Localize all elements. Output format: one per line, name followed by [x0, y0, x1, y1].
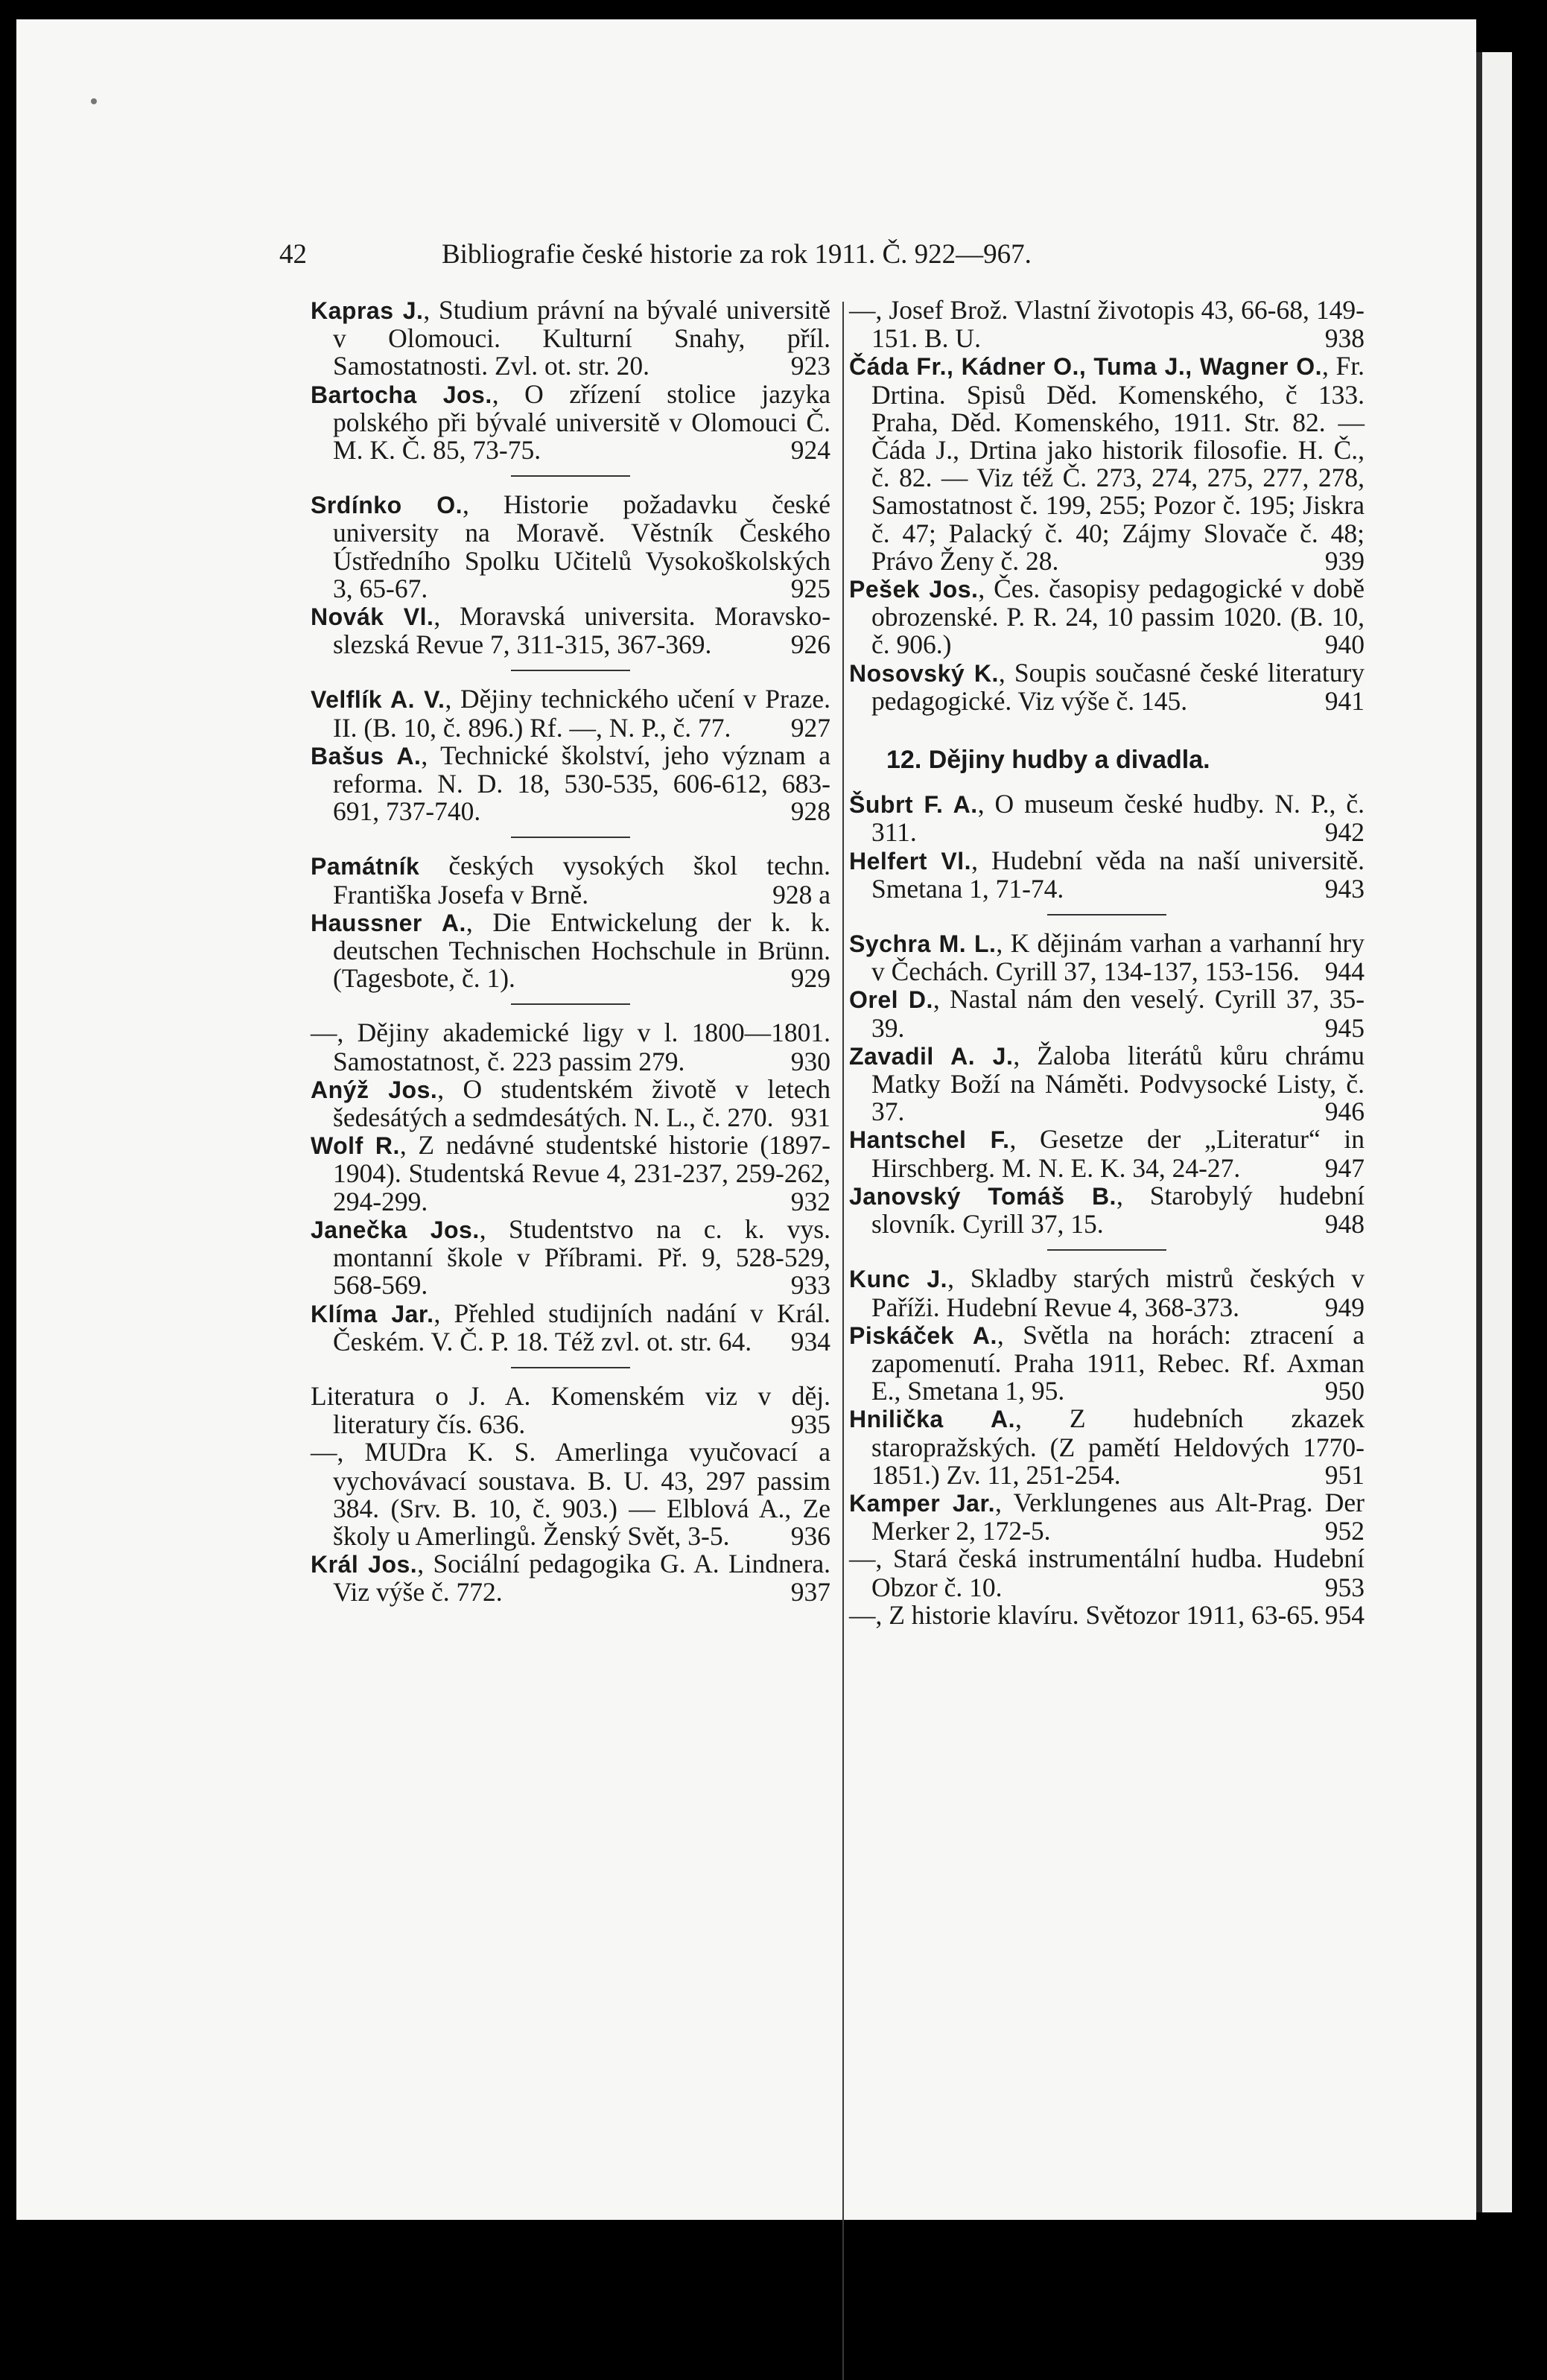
entry-text: , Starobylý hudební slovník. Cyrill 37, 15. [871, 1180, 1365, 1240]
entry-number: 936 [790, 1520, 830, 1551]
entry-text: , Die Entwickelung der k. k. deutschen Technischen Hochschule in Brünn. (Tagesbote, č. 1). [333, 907, 830, 994]
bibliography-entry [849, 790, 1365, 846]
left-column [311, 296, 830, 1607]
bibliography-entry [849, 296, 1365, 352]
bibliography-entry [311, 685, 830, 741]
entry-author: Orel D. [849, 986, 933, 1014]
separator-rule [1047, 914, 1166, 915]
bibliography-entry [311, 1550, 830, 1606]
entry-author: Šubrt F. A. [849, 791, 978, 819]
right-column [849, 296, 1365, 1630]
entry-text: , Z hudebních zkazek staropražských. (Z pamětí Heldových 1770-1851.) Zv. 11, 251-254. [871, 1403, 1365, 1490]
entry-number: 924 [790, 435, 830, 466]
entry-text: , Skladby starých mistrů českých v Paříži. Hudební Revue 4, 368-373. [871, 1263, 1365, 1322]
entry-author: Janovský Tomáš B. [849, 1182, 1116, 1210]
entry-author: Bašus A. [311, 742, 422, 769]
separator-rule [511, 1003, 630, 1005]
entry-author: Zavadil A. J. [849, 1042, 1014, 1070]
entry-author: Nosovský K. [849, 659, 999, 687]
entry-text: , Soupis současné české literatury pedagogické. Viz výše č. 145. [871, 657, 1365, 716]
entry-author: Čáda Fr., Kádner O., Tuma J., Wagner O. [849, 353, 1322, 381]
entry-number: 938 [1324, 323, 1365, 354]
entry-text: , Dějiny technického učení v Praze. II. (B. 10, č. 896.) Rf. —, N. P., č. 77. [333, 684, 830, 743]
entry-number: 932 [790, 1186, 830, 1216]
entry-author: Sychra M. L. [849, 930, 997, 958]
separator-rule [511, 475, 630, 477]
entry-number: 947 [1324, 1152, 1365, 1183]
bibliography-entry [849, 1405, 1365, 1489]
entry-author: Bartocha Jos. [311, 381, 492, 408]
running-title: Bibliografie české historie za rok 1911. Č. 922—967. [442, 239, 1032, 270]
bibliography-entry [849, 986, 1365, 1041]
entry-number: 933 [790, 1270, 830, 1301]
entry-text: , O zřízení stolice jazyka polského při bývalé universitě v Olomouci Č. M. K. Č. 85, 73-75. [333, 378, 831, 466]
page-number: 42 [279, 239, 307, 270]
entry-author: Kapras J. [311, 297, 424, 324]
entry-number: 941 [1324, 685, 1365, 716]
entry-number: 952 [1324, 1516, 1365, 1546]
entry-text: Literatura o J. A. Komenském viz v děj. literatury čís. 636. [311, 1380, 830, 1440]
entry-number: 953 [1324, 1572, 1365, 1602]
entry-number: 939 [1324, 545, 1365, 576]
page-speck [91, 98, 97, 104]
entry-number: 929 [790, 963, 830, 994]
bibliography-entry [311, 742, 830, 826]
bibliography-entry [311, 1019, 830, 1075]
entry-text: , Technické školství, jeho význam a reforma. N. D. 18, 530-535, 606-612, 683-691, 737-740. [333, 740, 830, 827]
entry-text: , Fr. Drtina. Spisů Děd. Komenského, č 133. Praha, Děd. Komenského, 1911. Str. 82. — Čáda J., Drtina jako historik filosofie. H. Č., č. 82. — Viz též Č. 273, 274, 275, 277, 278, Samostatnost č. 199, 255; Pozor č. 195; Jiskra č. 47; Palacký č. 40; Zájmy Slovače č. 48; Právo Ženy č. 28. [871, 351, 1365, 576]
entry-number: 926 [790, 629, 830, 660]
bibliography-entry [311, 296, 830, 381]
bibliography-entry [311, 909, 830, 993]
entry-text: —, Z historie klavíru. Světozor 1911, 63-65. [849, 1599, 1320, 1630]
bibliography-entry [849, 1042, 1365, 1126]
entry-author: Památník [311, 853, 420, 880]
entry-text: , O studentském životě v letech šedesátých a sedmdesátých. N. L., č. 270. [333, 1073, 830, 1133]
entry-text: , O museum české hudby. N. P., č. 311. [871, 789, 1365, 848]
entry-text: , Čes. časopisy pedagogické v době obrozenské. P. R. 24, 10 passim 1020. (B. 10, č. 906.) [871, 574, 1365, 660]
entry-author: Kamper Jar. [849, 1489, 996, 1517]
bibliography-entry [849, 1182, 1365, 1238]
column-divider [842, 302, 844, 2380]
entry-text: —, Stará česká instrumentální hudba. Hudební Obzor č. 10. [849, 1543, 1365, 1602]
entry-number: 954 [1324, 1599, 1365, 1630]
bibliography-entry [311, 1132, 830, 1216]
entry-text: , Moravská universita. Moravsko-slezská Revue 7, 311-315, 367-369. [333, 601, 830, 660]
entry-text: —, MUDra K. S. Amerlinga vyučovací a vychovávací soustava. B. U. 43, 297 passim 384. (Srv. B. 10, č. 903.) — Elblová A., Ze školy u Amerlingů. Ženský Svět, 3-5. [311, 1437, 830, 1551]
separator-rule [511, 837, 630, 838]
entry-author: Novák Vl. [311, 603, 434, 631]
adjacent-page-edge [1476, 52, 1512, 2212]
bibliography-entry [311, 603, 830, 659]
entry-number: 928 [790, 796, 830, 827]
entry-text: , Žaloba literátů kůru chrámu Matky Boží na Náměti. Podvysocké Listy, č. 37. [871, 1040, 1365, 1127]
entry-number: 945 [1324, 1012, 1365, 1043]
entry-number: 923 [790, 351, 830, 381]
entry-number: 948 [1324, 1209, 1365, 1240]
entry-number: 946 [1324, 1097, 1365, 1127]
entry-text: , Z nedávné studentské historie (1897-1904). Studentská Revue 4, 231-237, 259-262, 294-299. [333, 1130, 830, 1216]
entry-author: Helfert Vl. [849, 847, 972, 875]
section-heading: 12. Dějiny hudby a divadla. [886, 746, 1210, 775]
bibliography-entry [849, 1321, 1365, 1406]
entry-author: Hnilička A. [849, 1406, 1016, 1433]
entry-text: —, Dějiny akademické ligy v l. 1800—1801. Samostatnost, č. 223 passim 279. [311, 1018, 830, 1076]
entry-text: , Verklungenes aus Alt-Prag. Der Merker 2, 172-5. [871, 1487, 1365, 1546]
entry-text: , Nastal nám den veselý. Cyrill 37, 35-39. [871, 984, 1365, 1043]
entry-text: , Studium právní na bývalé universitě v Olomouci. Kulturní Snahy, příl. Samostatnosti. Zvl. ot. str. 20. [333, 295, 830, 381]
entry-text: , Historie požadavku české university na Moravě. Věstník Českého Ústředního Spolku Učitelů Vysokoškolských 3, 65-67. [333, 489, 830, 603]
bibliography-entry [849, 1126, 1365, 1181]
bibliography-entry [311, 1073, 830, 1133]
entry-number: 925 [790, 573, 830, 603]
separator-rule [511, 670, 630, 671]
bibliography-entry [849, 1265, 1365, 1321]
bibliography-entry [311, 1213, 831, 1301]
entry-author: Janečka Jos. [311, 1216, 480, 1243]
entry-text: , Sociální pedagogika G. A. Lindnera. Viz výše č. 772. [333, 1549, 831, 1608]
bibliography-entry [849, 575, 1365, 659]
entry-number: 928 a [772, 879, 830, 910]
entry-text: , Gesetze der „Literatur“ in Hirschberg. M. N. E. K. 34, 24-27. [871, 1124, 1365, 1183]
entry-author: Wolf R. [311, 1132, 400, 1160]
bibliography-entry [849, 1489, 1365, 1545]
separator-rule [1047, 1249, 1166, 1251]
entry-text: , Hudební věda na naší universitě. Smetana 1, 71-74. [871, 845, 1365, 904]
bibliography-entry [311, 1438, 830, 1550]
entry-number: 937 [790, 1577, 830, 1608]
bibliography-entry [311, 378, 831, 466]
entry-number: 944 [1324, 956, 1365, 987]
entry-author: Klíma Jar. [311, 1300, 434, 1327]
entry-number: 935 [790, 1409, 830, 1440]
entry-author: Velflík A. V. [311, 686, 445, 714]
entry-author: Hantschel F. [849, 1126, 1010, 1154]
entry-author: Kunc J. [849, 1266, 948, 1293]
bibliography-entry [849, 1599, 1365, 1630]
bibliography-entry [849, 352, 1365, 575]
bibliography-entry [849, 659, 1365, 715]
entry-author: Anýž Jos. [311, 1076, 438, 1103]
entry-number: 943 [1324, 873, 1365, 904]
entry-author: Haussner A. [311, 909, 466, 936]
entry-text: , Světla na horách: ztracení a zapomenutí. Praha 1911, Rebec. Rf. Axman E., Smetana 1, 95. [871, 1319, 1365, 1406]
entry-author: Piskáček A. [849, 1321, 997, 1349]
entry-text: , K dějinám varhan a varhanní hry v Čechách. Cyrill 37, 134-137, 153-156. [871, 928, 1365, 987]
entry-text: —, Josef Brož. Vlastní životopis 43, 66-68, 149-151. B. U. [849, 295, 1365, 354]
bibliography-entry [311, 491, 830, 603]
bibliography-entry [849, 847, 1365, 903]
entry-author: Král Jos. [311, 1551, 418, 1578]
bibliography-entry [849, 1545, 1365, 1601]
entry-text: českých vysokých škol techn. Františka Josefa v Brně. [333, 851, 830, 910]
bibliography-entry [311, 852, 830, 908]
bibliography-entry [311, 1300, 830, 1356]
separator-rule [511, 1367, 630, 1368]
entry-number: 942 [1324, 817, 1365, 848]
bibliography-entry [849, 930, 1365, 986]
page-header [279, 235, 1292, 280]
entry-number: 930 [790, 1046, 830, 1076]
entry-number: 927 [790, 712, 830, 743]
entry-number: 934 [790, 1326, 830, 1356]
bibliography-entry [311, 1380, 830, 1440]
entry-text: , Přehled studijních nadání v Král. Českém. V. Č. P. 18. Též zvl. ot. str. 64. [333, 1298, 831, 1356]
entry-author: Pešek Jos. [849, 576, 979, 603]
entry-number: 940 [1324, 629, 1365, 660]
entry-number: 931 [790, 1102, 830, 1133]
entry-number: 950 [1324, 1376, 1365, 1406]
entry-number: 949 [1324, 1292, 1365, 1322]
entry-text: , Studentstvo na c. k. vys. montanní škole v Příbrami. Př. 9, 528-529, 568-569. [333, 1213, 831, 1301]
entry-author: Srdínko O. [311, 492, 463, 519]
entry-number: 951 [1324, 1459, 1365, 1490]
